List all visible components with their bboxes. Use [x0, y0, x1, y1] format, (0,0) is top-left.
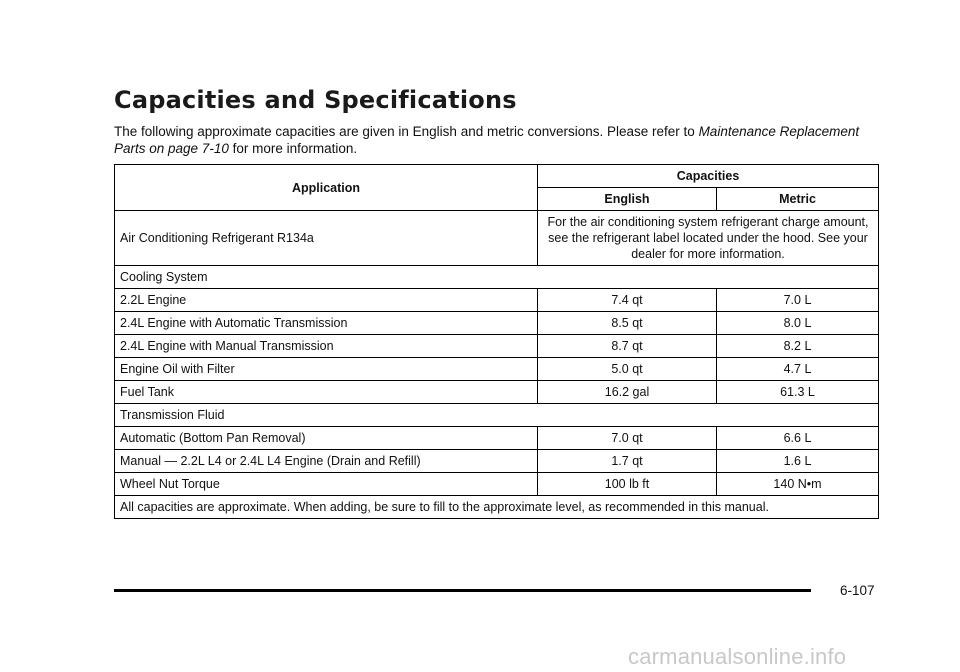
table-row — [115, 289, 879, 312]
row-label: Air Conditioning Refrigerant R134a — [115, 211, 538, 266]
metric-value: 4.7 L — [717, 358, 879, 381]
metric-value: 61.3 L — [717, 381, 879, 404]
table-row — [115, 496, 879, 519]
footer-rule — [114, 589, 811, 592]
table-row — [115, 381, 879, 404]
metric-value: 7.0 L — [717, 289, 879, 312]
header-metric: Metric — [717, 188, 879, 211]
row-label: 2.2L Engine — [115, 289, 538, 312]
row-label: 2.4L Engine with Automatic Transmission — [115, 312, 538, 335]
row-label: 2.4L Engine with Manual Transmission — [115, 335, 538, 358]
table-row — [115, 312, 879, 335]
table-row — [115, 427, 879, 450]
metric-value: 6.6 L — [717, 427, 879, 450]
table-row — [115, 404, 879, 427]
table-row — [115, 266, 879, 289]
table-row — [115, 473, 879, 496]
header-application: Application — [115, 165, 538, 211]
table-row — [115, 450, 879, 473]
english-value: 100 lb ft — [538, 473, 717, 496]
table-footnote: All capacities are approximate. When adding, be sure to fill to the approximate level, as recommended in this manual. — [115, 496, 879, 519]
header-capacities: Capacities — [538, 165, 879, 188]
intro-text: The following approximate capacities are given in English and metric conversions. Please refer to — [114, 124, 699, 139]
row-label: Engine Oil with Filter — [115, 358, 538, 381]
english-value: 16.2 gal — [538, 381, 717, 404]
metric-value: 8.0 L — [717, 312, 879, 335]
section-label: Cooling System — [115, 266, 879, 289]
english-value: 8.5 qt — [538, 312, 717, 335]
english-value: 8.7 qt — [538, 335, 717, 358]
table-row — [115, 358, 879, 381]
watermark: carmanualsonline.info — [628, 644, 847, 669]
row-label: Manual — 2.2L L4 or 2.4L L4 Engine (Drain and Refill) — [115, 450, 538, 473]
metric-value: 140 N•m — [717, 473, 879, 496]
intro-paragraph — [114, 123, 874, 157]
ac-note: For the air conditioning system refrigerant charge amount, see the refrigerant label located under the hood. See your dealer for more information. — [538, 211, 879, 266]
row-label: Automatic (Bottom Pan Removal) — [115, 427, 538, 450]
metric-value: 1.6 L — [717, 450, 879, 473]
row-label: Wheel Nut Torque — [115, 473, 538, 496]
section-label: Transmission Fluid — [115, 404, 879, 427]
metric-value: 8.2 L — [717, 335, 879, 358]
english-value: 7.0 qt — [538, 427, 717, 450]
english-value: 7.4 qt — [538, 289, 717, 312]
page-number: 6-107 — [840, 583, 875, 598]
intro-tail: for more information. — [228, 141, 358, 156]
english-value: 5.0 qt — [538, 358, 717, 381]
table-row — [115, 211, 879, 266]
header-english: English — [538, 188, 717, 211]
capacities-table — [114, 164, 879, 519]
row-label: Fuel Tank — [115, 381, 538, 404]
table-header-row — [115, 165, 879, 188]
maintenance-parts-link[interactable]: Maintenance Replacement Parts on page 7-10 — [114, 124, 860, 156]
page-title: Capacities and Specifications — [114, 86, 517, 114]
table-row — [115, 335, 879, 358]
english-value: 1.7 qt — [538, 450, 717, 473]
